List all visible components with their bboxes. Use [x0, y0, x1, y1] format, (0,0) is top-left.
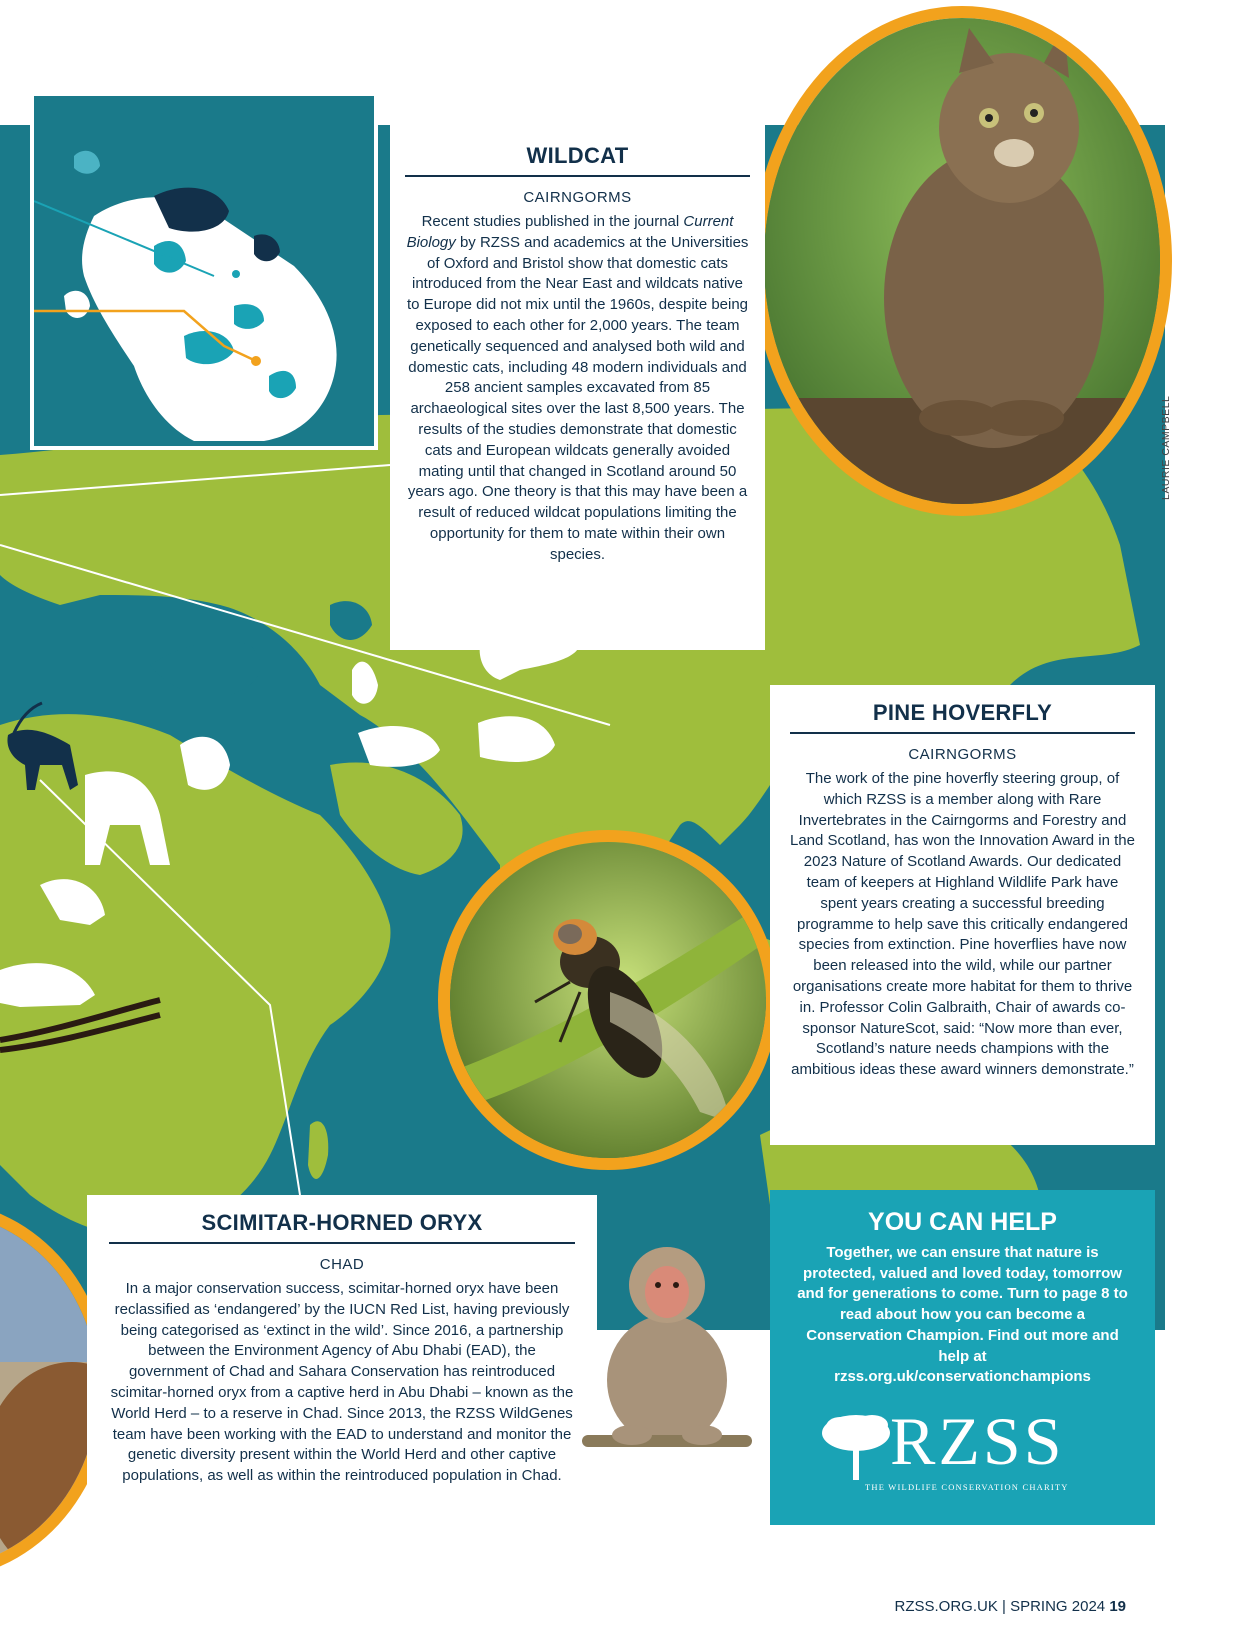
- footer-site: RZSS.ORG.UK: [894, 1598, 998, 1615]
- footer-issue: SPRING 2024: [1010, 1598, 1106, 1615]
- pine-hoverfly-location: CAIRNGORMS: [908, 746, 1017, 763]
- tree-icon: [820, 1405, 895, 1485]
- rzss-logo: [810, 1400, 1115, 1500]
- wildcat-photo: [752, 6, 1172, 516]
- wildcat-body: [405, 212, 750, 566]
- journal-name: Current Biology: [406, 213, 734, 251]
- title-rule: [405, 175, 750, 177]
- title-rule: [790, 732, 1135, 734]
- oryx-title: SCIMITAR-HORNED ORYX: [201, 1210, 483, 1235]
- help-title: YOU CAN HELP: [868, 1208, 1057, 1236]
- oryx-location: CHAD: [319, 1256, 365, 1273]
- rzss-wordmark: RZSS: [890, 1403, 1065, 1479]
- pine-hoverfly-body: The work of the pine hoverfly steering group, of which RZSS is a member along with Rare Invertebrates in the Cairngorms and Forestry and Land Scotland, has won the Innovation Award in the 2023 Nature of Scotland Awards. Our dedicated team of keepers at Highland Wildlife Park have spent years creating a successful breeding programme to help save this critically endangered species from extinction. Pine hoverflies have now been released into the wild, while our partner organisations create more habitat for them to thrive in. Professor Colin Galbraith, Chair of awards co-sponsor NatureScot, said: “Now more than ever, Scotland’s nature needs champions with the ambitious ideas these award winners demonstrate.”: [790, 770, 1135, 1079]
- pine-hoverfly-photo: [438, 830, 778, 1170]
- page-footer: [894, 1598, 1126, 1615]
- you-can-help-box: [770, 1190, 1155, 1525]
- conservation-champions-link[interactable]: rzss.org.uk/conservationchampions: [834, 1368, 1091, 1386]
- macaque-image: [582, 1230, 752, 1470]
- help-text: [770, 1243, 1155, 1388]
- oryx-body: In a major conservation success, scimitar-horned oryx have been reclassified as ‘endangered’ by the IUCN Red List, having previously being categorised as ‘extinct in the wild’. Since 2016, a partnership between the Environment Agency of Abu Dhabi (EAD), the government of Chad and Sahara Conservation has reintroduced scimitar-horned oryx from a captive herd in Abu Dhabi – known as the World Herd – to a reserve in Chad. Since 2013, the RZSS WildGenes team have been working with the EAD to understand and monitor the genetic diversity present within the World Herd and other captive populations, as well as within the reintroduced population in Chad.: [110, 1280, 574, 1485]
- title-rule: [109, 1242, 575, 1244]
- wildcat-location: CAIRNGORMS: [523, 189, 632, 206]
- help-body: Together, we can ensure that nature is protected, valued and loved today, tomorrow and for generations to come. Turn to page 8 to read about how you can become a Conservation Champion. Find out more and help at: [797, 1244, 1128, 1365]
- pine-hoverfly-card: [770, 685, 1155, 1145]
- pine-hoverfly-title: PINE HOVERFLY: [872, 700, 1053, 725]
- footer-separator: |: [1002, 1598, 1006, 1615]
- page-number: 19: [1109, 1598, 1126, 1615]
- wildcat-card: [390, 125, 765, 650]
- wildcat-body-intro: Recent studies published in the journal: [421, 213, 684, 230]
- scimitar-horned-oryx-card: [87, 1195, 597, 1560]
- scotland-inset-map: [30, 92, 378, 450]
- rzss-tagline: THE WILDLIFE CONSERVATION CHARITY: [865, 1482, 1069, 1492]
- wildcat-title: WILDCAT: [526, 143, 629, 168]
- photo-credit: LAURIE CAMPBELL: [1160, 395, 1172, 500]
- wildcat-body-rest: by RZSS and academics at the Universities of Oxford and Bristol show that domestic cats introduced from the Near East and wildcats native to Europe did not mix until the 1960s, despite being exposed to each other for 2,000 years. The team genetically sequenced and analysed both wild and domestic cats, including 48 modern individuals and 258 ancient samples excavated from 85 archaeological sites over the last 8,500 years. The results of the studies demonstrate that domestic cats and European wildcats generally avoided mating until that changed in Scotland around 50 years ago. One theory is that this may have been a result of reduced wildcat populations limiting the opportunity for them to mate within their own species.: [406, 233, 749, 563]
